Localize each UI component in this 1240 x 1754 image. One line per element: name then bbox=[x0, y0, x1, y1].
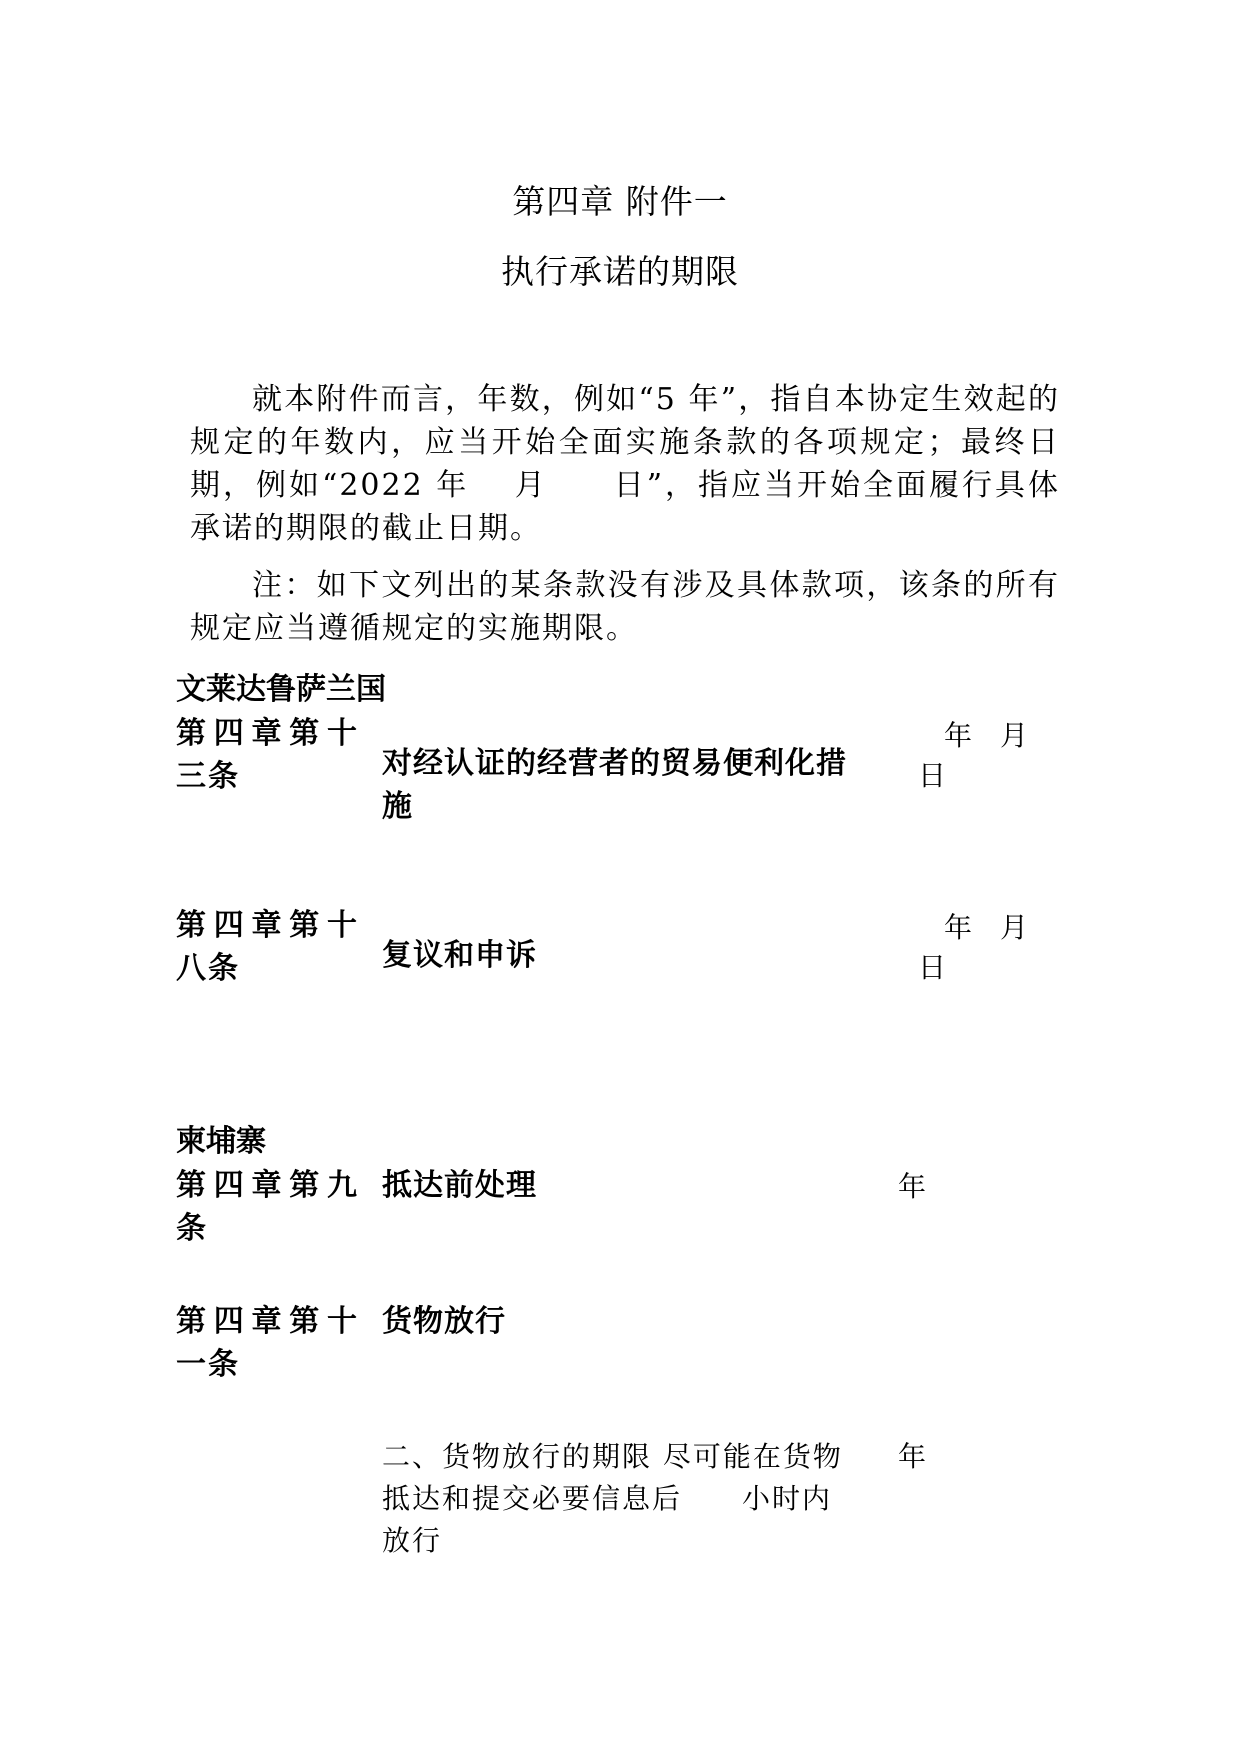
note-paragraph: 注：如下文列出的某条款没有涉及具体款项，该条的所有规定应当遵循规定的实施期限。 bbox=[190, 568, 1060, 646]
article-subject: 货物放行 bbox=[382, 1304, 506, 1339]
intro-paragraph: 就本附件而言，年数，例如“5 年”，指自本协定生效起的规定的年数内，应当开始全面实施条款的各项规定；最终日期，例如“2022 年 月 日”，指应当开始全面履行具体承诺的期限的截止日期。 bbox=[190, 382, 1060, 546]
annex-subtitle: 执行承诺的期限 bbox=[501, 252, 739, 291]
article-number: 第四章第九条 bbox=[176, 1168, 359, 1246]
deadline-year-month: 年 月 bbox=[944, 911, 1029, 944]
deadline-day: 日 bbox=[918, 759, 947, 792]
table-row bbox=[0, 1300, 1240, 1400]
table-row bbox=[0, 904, 1240, 1004]
annex-chapter-title: 第四章 附件一 bbox=[512, 182, 728, 221]
table-row bbox=[0, 1164, 1240, 1264]
article-subject: 抵达前处理 bbox=[382, 1168, 537, 1203]
table-row bbox=[0, 1436, 1240, 1576]
sub-item-text: 二、货物放行的期限 尽可能在货物抵达和提交必要信息后 小时内放行 bbox=[382, 1440, 843, 1557]
deadline-year: 年 bbox=[898, 1440, 927, 1473]
article-number: 第四章第十八条 bbox=[176, 908, 359, 986]
table-row bbox=[0, 712, 1240, 832]
article-number: 第四章第十三条 bbox=[176, 716, 359, 794]
deadline-year: 年 bbox=[898, 1170, 927, 1203]
country-heading-cambodia: 柬埔寨 bbox=[176, 1124, 266, 1159]
country-heading-brunei: 文莱达鲁萨兰国 bbox=[176, 672, 386, 707]
article-number: 第四章第十一条 bbox=[176, 1304, 359, 1382]
deadline-day: 日 bbox=[918, 951, 947, 984]
article-subject: 对经认证的经营者的贸易便利化措施 bbox=[382, 746, 847, 824]
deadline-year-month: 年 月 bbox=[944, 719, 1029, 752]
article-subject: 复议和申诉 bbox=[382, 938, 537, 973]
